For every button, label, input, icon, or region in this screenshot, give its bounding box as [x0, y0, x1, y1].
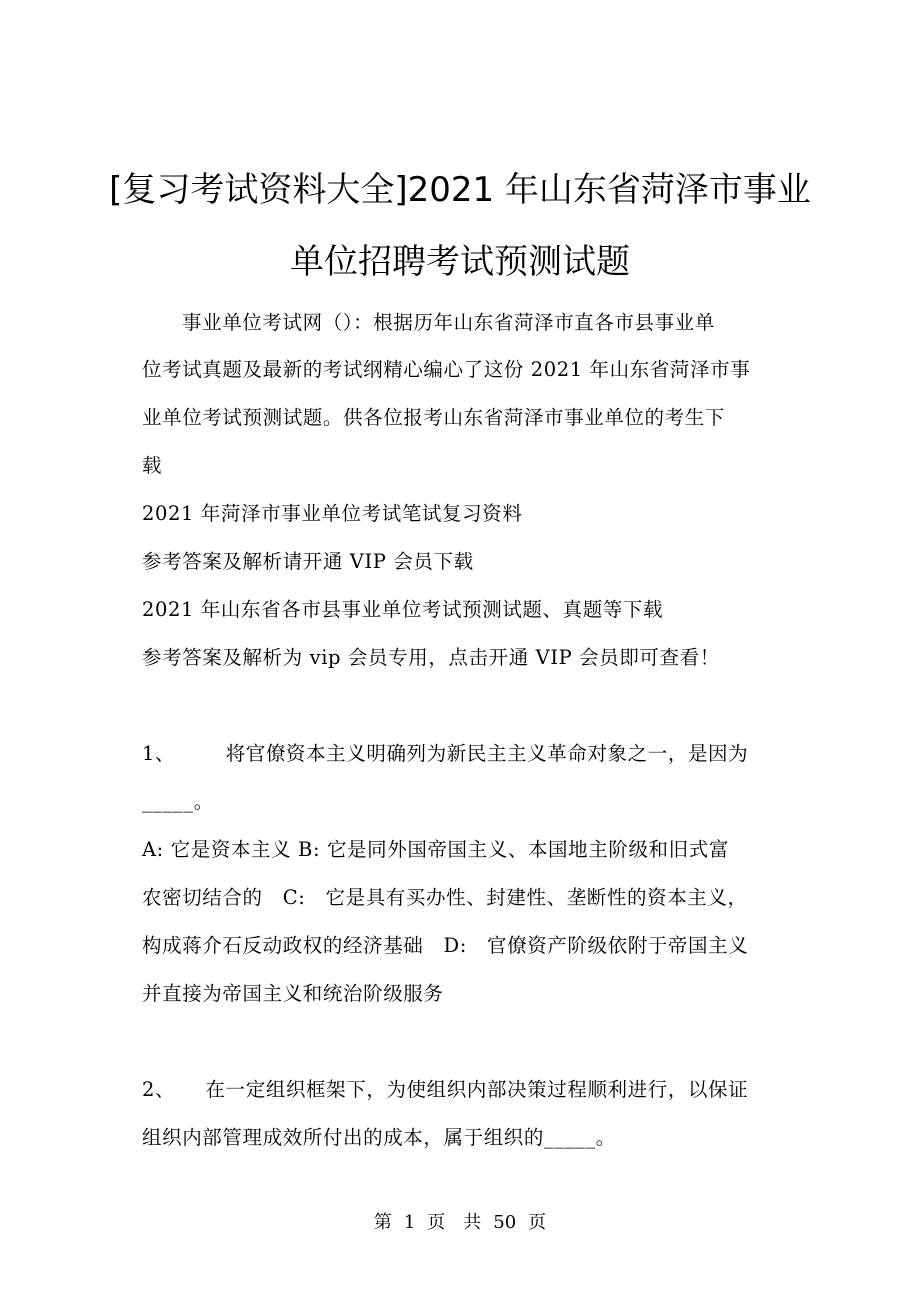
document-title-line-2: 单位招聘考试预测试题	[290, 242, 630, 282]
intro-line-2: 位考试真题及最新的考试纲精心编心了这份 2021 年山东省菏泽市事	[142, 358, 751, 381]
question-1-line-3: A: 它是资本主义 B: 它是同外国帝国主义、本国地主阶级和旧式富	[142, 838, 729, 861]
question-1-line-1: 1、 将官僚资本主义明确列为新民主主义革命对象之一，是因为	[142, 742, 749, 765]
intro-line-3: 业单位考试预测试题。供各位报考山东省菏泽市事业单位的考生下	[142, 406, 725, 429]
question-1-line-4: 农密切结合的 C: 它是具有买办性、封建性、垄断性的资本主义，	[142, 886, 748, 909]
link-vip-view[interactable]: 参考答案及解析为 vip 会员专用，点击开通 VIP 会员即可查看！	[142, 646, 720, 669]
question-2-line-1: 2、 在一定组织框架下，为使组织内部决策过程顺利进行，以保证	[142, 1078, 749, 1101]
footer-prefix: 第	[373, 1212, 392, 1233]
question-2-line-2: 组织内部管理成效所付出的成本，属于组织的_____。	[142, 1126, 616, 1149]
link-exam-materials[interactable]: 2021 年菏泽市事业单位考试笔试复习资料	[142, 502, 523, 525]
question-1-line-5: 构成蒋介石反动政权的经济基础 D: 官僚资产阶级依附于帝国主义	[142, 934, 749, 957]
document-title-line-1: [复习考试资料大全]2021 年山东省菏泽市事业	[109, 170, 811, 210]
footer-middle: 页 共	[427, 1212, 482, 1233]
footer-total-pages: 50	[493, 1212, 517, 1233]
question-1-line-6: 并直接为帝国主义和统治阶级服务	[142, 982, 444, 1005]
intro-line-1: 事业单位考试网（）：根据历年山东省菏泽市直各市县事业单	[182, 311, 715, 334]
page-footer	[0, 1208, 920, 1238]
link-predict-tests[interactable]: 2021 年山东省各市县事业单位考试预测试题、真题等下载	[142, 598, 664, 621]
question-1-line-2: _____。	[142, 790, 214, 813]
footer-suffix: 页	[528, 1212, 547, 1233]
footer-page-number: 1	[403, 1212, 416, 1233]
intro-line-4: 载	[142, 454, 163, 477]
link-vip-answers[interactable]: 参考答案及解析请开通 VIP 会员下载	[142, 550, 474, 573]
